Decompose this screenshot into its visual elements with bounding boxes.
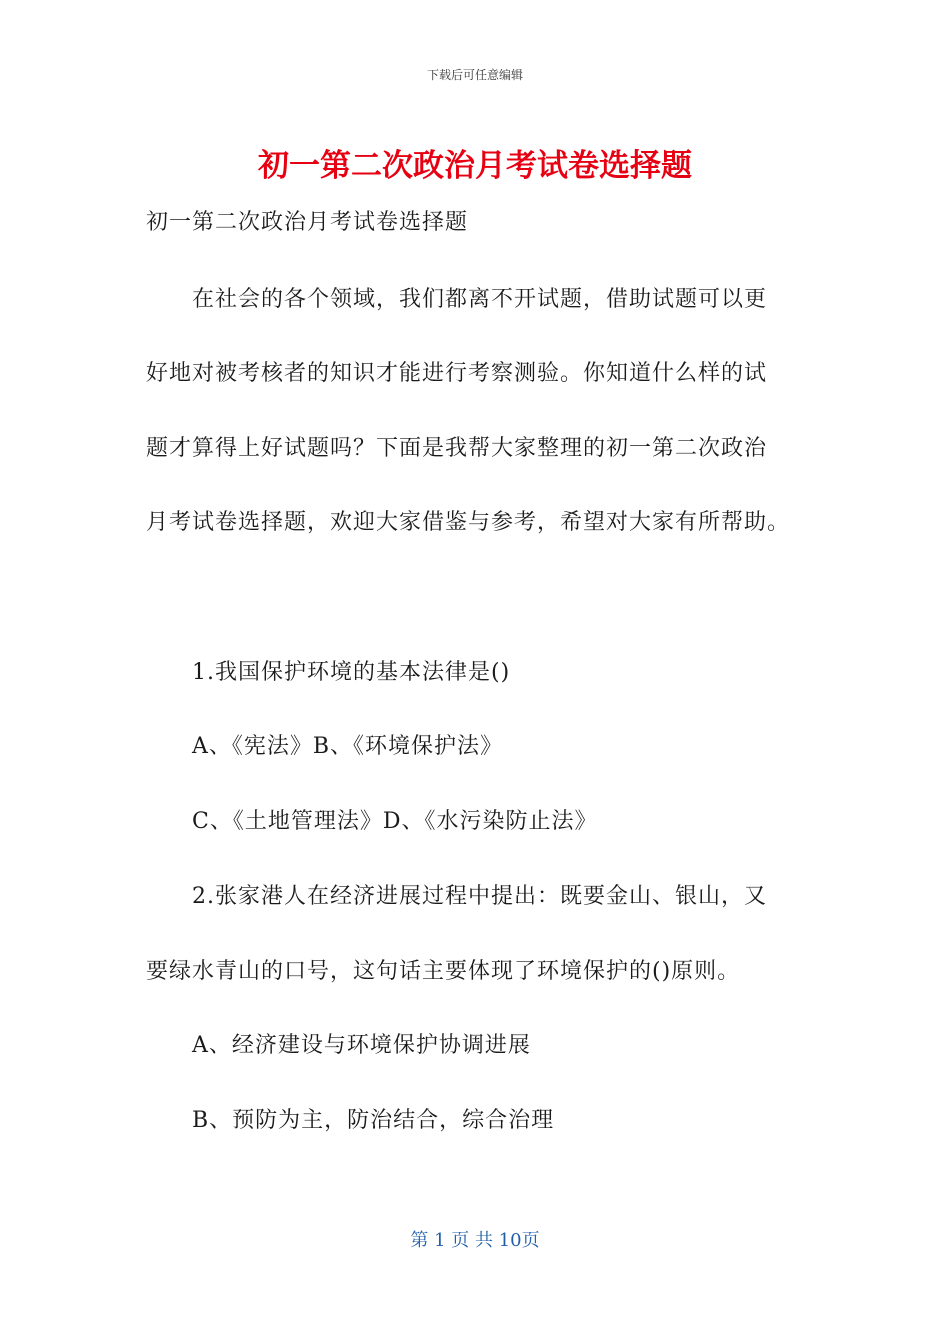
intro-line-3: 题才算得上好试题吗？下面是我帮大家整理的初一第二次政治 [146,436,768,461]
document-subtitle: 初一第二次政治月考试卷选择题 [146,210,469,235]
page-footer: 第 1 页 共 10页 [410,1230,540,1251]
question-1-stem: 1.我国保护环境的基本法律是() [192,660,511,685]
header-note: 下载后可任意编辑 [426,68,523,82]
question-1-options-ab: A、《宪法》B、《环境保护法》 [192,734,504,759]
intro-line-4: 月考试卷选择题，欢迎大家借鉴与参考，希望对大家有所帮助。 [146,510,791,535]
question-2-stem-line-2: 要绿水青山的口号，这句话主要体现了环境保护的()原则。 [146,959,741,984]
question-2-stem-line-1: 2.张家港人在经济进展过程中提出：既要金山、银山，又 [192,884,767,909]
question-2-option-b: B、预防为主，防治结合，综合治理 [192,1108,555,1133]
intro-line-1: 在社会的各个领域，我们都离不开试题，借助试题可以更 [192,287,768,312]
intro-line-2: 好地对被考核者的知识才能进行考察测验。你知道什么样的试 [146,361,768,386]
question-1-options-cd: C、《土地管理法》D、《水污染防止法》 [192,809,598,834]
document-title: 初一第二次政治月考试卷选择题 [258,148,692,184]
question-2-option-a: A、经济建设与环境保护协调进展 [192,1033,531,1058]
